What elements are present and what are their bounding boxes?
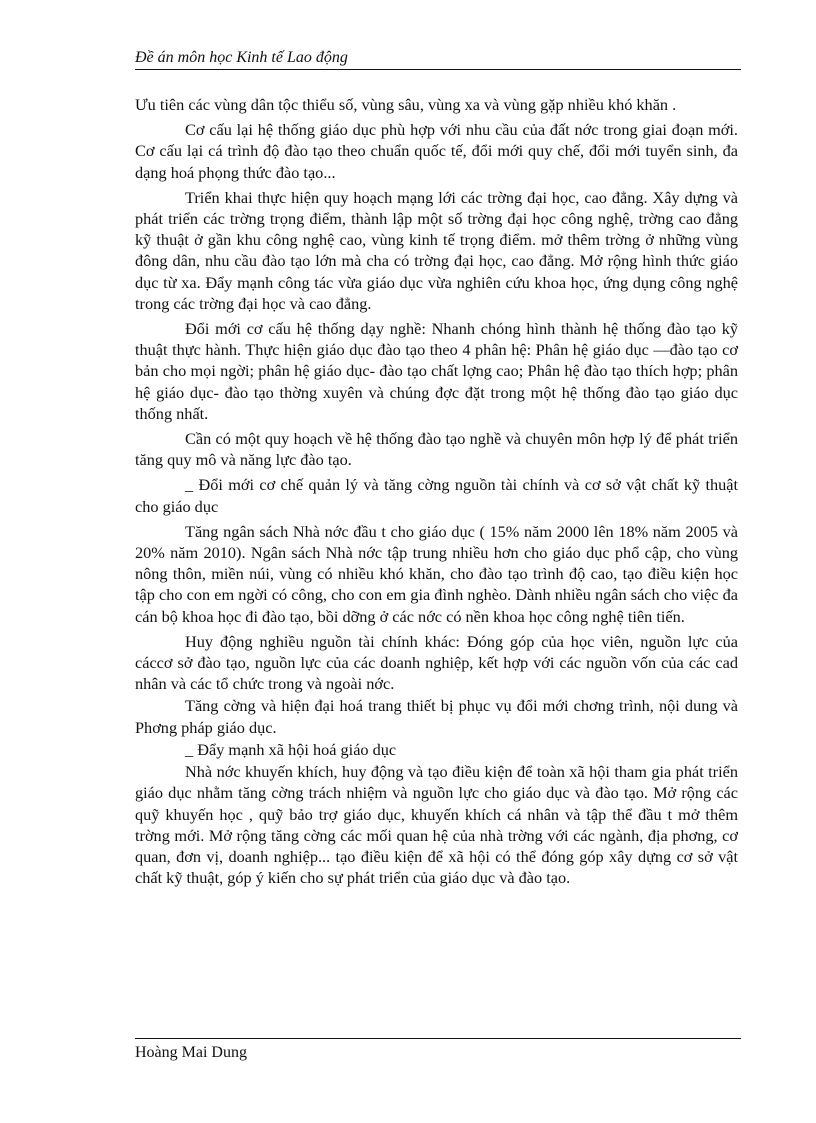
paragraph: Cơ cấu lại hệ thống giáo dục phù hợp với nhu cầu của đất nớc trong giai đoạn mới. Cơ cấu lại cá trình độ đào tạo theo chuẩn quốc tế, đổi mới quy chế, đổi mới tuyển sinh, đa dạng hoá phọng thức đào tạo... (135, 120, 738, 182)
paragraph: Huy động nghiều nguồn tài chính khác: Đóng góp của học viên, nguồn lực của cáccơ sở đào tạo, nguồn lực của các doanh nghiệp, kết hợp với các nguồn vốn của các cad nhân và các tổ chức trong và ngoài nớc. (135, 631, 738, 694)
section-heading: _ Đổi mới cơ chế quản lý và tăng cờng nguồn tài chính và cơ sở vật chất kỹ thuật cho giáo dục (135, 475, 738, 516)
paragraph: Cần có một quy hoạch về hệ thống đào tạo nghề và chuyên môn hợp lý để phát triển tăng quy mô và năng lực đào tạo. (135, 429, 738, 470)
paragraph: Tăng cờng và hiện đại hoá trang thiết bị phục vụ đổi mới chơng trình, nội dung và Phơng pháp giáo dục. (135, 696, 738, 737)
page-header-title: Đề án môn học Kinh tế Lao động (135, 48, 741, 70)
paragraph: Ưu tiên các vùng dân tộc thiểu số, vùng sâu, vùng xa và vùng gặp nhiều khó khăn . (135, 95, 677, 114)
paragraph: Đổi mới cơ cấu hệ thống dạy nghề: Nhanh chóng hình thành hệ thống đào tạo kỹ thuật thực hành. Thực hiện giáo dục đào tạo theo 4 phân hệ: Phân hệ giáo dục —đào tạo cơ bản cho mọi ngời; phân hệ giáo dục- đào tạo chất lợng cao; Phân hệ đào tạo thích hợp; phân hệ giáo dục- đào tạo thờng xuyên và chúng đợc đặt trong một hệ thống đào tạo giáo dục thống nhất. (135, 319, 738, 423)
paragraph: Triển khai thực hiện quy hoạch mạng lới các trờng đại học, cao đẳng. Xây dựng và phát triển các trờng trọng điểm, thành lập một số trờng đại học công nghệ, trờng cao đẳng kỹ thuật ở gần khu công nghệ cao, vùng kinh tế trọng điểm. mở thêm trờng ở những vùng đông dân, nhu cầu đào tạo lớn mà cha có trờng đại học, cao đẳng. Mở rộng hình thức giáo dục từ xa. Đẩy mạnh công tác vừa giáo dục vừa nghiên cứu khoa học, ứng dụng công nghệ trong các trờng đại học và cao đẳng. (135, 187, 738, 313)
section-heading: _ Đẩy mạnh xã hội hoá giáo dục (185, 739, 397, 759)
document-body (135, 94, 738, 889)
footer-divider (135, 1038, 741, 1039)
paragraph: Tăng ngân sách Nhà nớc đầu t cho giáo dục ( 15% năm 2000 lên 18% năm 2005 và 20% năm 2010). Ngân sách Nhà nớc tập trung nhiều hơn cho giáo dục phổ cập, cho vùng nông thôn, miền núi, vùng có nhiều khó khăn, cho đào tạo trình độ cao, tạo điều kiện học tập cho con em ngời có công, cho con em gia đình nghèo. Dành nhiều ngân sách cho việc đa cán bộ khoa học đi đào tạo, bồi dỡng ở các nớc có nền khoa học công nghệ tiên tiến. (135, 521, 738, 626)
paragraph: Nhà nớc khuyến khích, huy động và tạo điều kiện để toàn xã hội tham gia phát triển giáo dục nhằm tăng cờng trách nhiệm và nguồn lực cho giáo dục và đào tạo. Mở rộng các quỹ khuyến học , quỹ bảo trợ giáo dục, khuyến khích cá nhân và tập thể đầu t mở thêm trờng mới. Mở rộng tăng cờng các mối quan hệ của nhà trờng với các ngành, địa phơng, cơ quan, đơn vị, doanh nghiệp... tạo điều kiện để xã hội có thể đóng góp xây dựng cơ sở vật chất kỹ thuật, góp ý kiến cho sự phát triển của giáo dục và đào tạo. (135, 762, 738, 888)
footer-author: Hoàng Mai Dung (135, 1044, 247, 1061)
